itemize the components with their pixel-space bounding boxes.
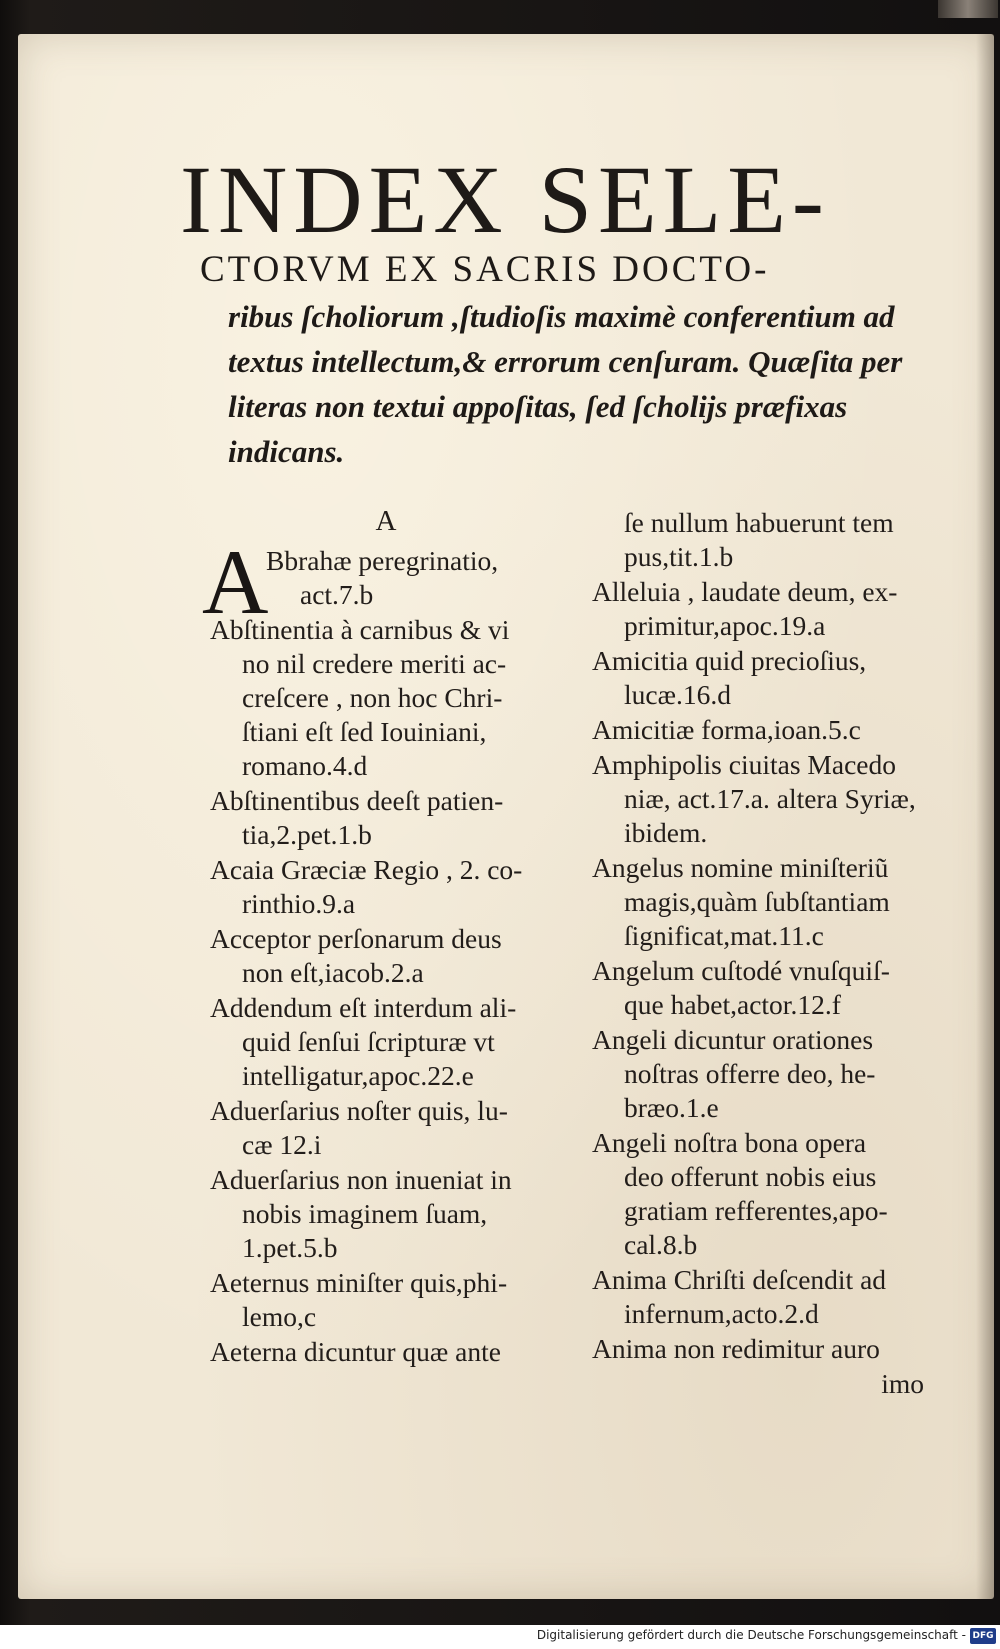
entry-line: Anima Chriſti deſcendit ad xyxy=(592,1264,887,1295)
catchword: imo xyxy=(881,1368,924,1399)
entry-line: Alleluia , laudate deum, ex- xyxy=(592,576,898,607)
index-entry xyxy=(210,1335,570,1369)
entry-line: Amicitiæ forma,ioan.5.c xyxy=(592,714,861,745)
entry-line: ſignificat,mat.11.c xyxy=(624,920,824,951)
index-column-right xyxy=(592,506,952,1401)
footer-bar xyxy=(0,1625,1000,1649)
entry-line: intelligatur,apoc.22.e xyxy=(242,1060,474,1091)
entry-line: Angeli dicuntur orationes xyxy=(592,1024,874,1055)
entry-line: tia,2.pet.1.b xyxy=(242,819,372,850)
entry-line: cal.8.b xyxy=(624,1229,698,1260)
entry-line: bræo.1.e xyxy=(624,1092,719,1123)
entry-line: pus,tit.1.b xyxy=(624,541,734,572)
index-entry xyxy=(210,922,570,990)
index-entry xyxy=(210,613,570,783)
entry-line: niæ, act.17.a. altera Syriæ, xyxy=(624,783,916,814)
index-entry xyxy=(592,644,952,712)
entry-line: cæ 12.i xyxy=(242,1129,322,1160)
entry-line: Angeli noſtra bona opera xyxy=(592,1127,867,1158)
dfg-logo-icon: DFG xyxy=(970,1628,996,1644)
entry-line: Aeternus miniſter quis,phi- xyxy=(210,1267,508,1298)
entry-line: Acceptor perſonarum deus xyxy=(210,923,502,954)
index-entry xyxy=(210,784,570,852)
entry-line: deo offerunt nobis eius xyxy=(624,1161,877,1192)
entry-line: ſtiani eſt ſed Iouiniani, xyxy=(242,716,487,747)
drop-cap: A xyxy=(202,531,269,633)
entry-line: magis,quàm ſubſtantiam xyxy=(624,886,890,917)
page-title: INDEX SELE- xyxy=(180,146,830,253)
entry-line: Abſtinentibus deeſt patien- xyxy=(210,785,504,816)
page-subtitle: CTORVM EX SACRIS DOCTO- xyxy=(200,249,770,290)
entry-line: Angelum cuſtodé vnuſquiſ- xyxy=(592,955,890,986)
index-entry xyxy=(210,1163,570,1265)
footer-credit: Digitalisierung gefördert durch die Deutsche Forschungsgemeinschaft - xyxy=(536,1628,966,1642)
index-entry xyxy=(592,506,952,574)
entry-line: nobis imaginem ſuam, xyxy=(242,1198,488,1229)
entry-line: lemo,c xyxy=(242,1301,317,1332)
entry-line: Anima non redimitur auro xyxy=(592,1333,880,1364)
index-entry xyxy=(592,1126,952,1262)
index-entry xyxy=(592,1332,952,1366)
entry-line: 1.pet.5.b xyxy=(242,1232,338,1263)
index-entry xyxy=(592,1023,952,1125)
entry-line: lucæ.16.d xyxy=(624,679,731,710)
entry-line: infernum,acto.2.d xyxy=(624,1298,819,1329)
index-entry xyxy=(592,575,952,643)
index-entry xyxy=(592,713,952,747)
entry-line: romano.4.d xyxy=(242,750,368,781)
index-entry xyxy=(592,954,952,1022)
entry-line: Addendum eſt interdum ali- xyxy=(210,992,517,1023)
section-letter: A xyxy=(375,505,397,537)
entry-line: Amphipolis ciuitas Macedo xyxy=(592,749,896,780)
entry-line: non eſt,iacob.2.a xyxy=(242,957,424,988)
entry-line: Acaia Græciæ Regio , 2. co- xyxy=(210,854,523,885)
entry-line: Aduerſarius noſter quis, lu- xyxy=(210,1095,508,1126)
entry-line: Abſtinentia à carnibus & vi xyxy=(210,614,510,645)
entry-line: Amicitia quid precioſius, xyxy=(592,645,867,676)
entry-line: primitur,apoc.19.a xyxy=(624,610,826,641)
index-column-left xyxy=(202,505,570,1370)
entry-line: creſcere , non hoc Chri- xyxy=(242,682,503,713)
entry-line: Aeterna dicuntur quæ ante xyxy=(210,1336,501,1367)
index-entry xyxy=(592,1263,952,1331)
entry-line: noſtras offerre deo, he- xyxy=(624,1058,876,1089)
index-entry xyxy=(210,991,570,1093)
entry-line: gratiam refferentes,apo- xyxy=(624,1195,888,1226)
entry-line: Aduerſarius non inueniat in xyxy=(210,1164,512,1195)
entry-line: ſe nullum habuerunt tem xyxy=(624,507,894,538)
entry-line: rinthio.9.a xyxy=(242,888,356,919)
entry-line: act.7.b xyxy=(300,579,374,610)
entry-line: Bbrahæ peregrinatio, xyxy=(266,545,499,576)
index-entry xyxy=(592,748,952,850)
title-description: ribus ſcholiorum ,ſtudioſis maximè conferentium ad textus intellectum,& errorum cenſuram. Quæſita per literas non textui appoſitas, ſed ſcholijs præfixas indicans. xyxy=(228,299,903,469)
book-clasp xyxy=(938,0,998,18)
index-entry xyxy=(592,851,952,953)
entry-line: que habet,actor.12.f xyxy=(624,989,841,1020)
right-entries xyxy=(592,506,952,1366)
index-entry xyxy=(210,1094,570,1162)
index-entry xyxy=(210,1266,570,1334)
left-entries xyxy=(202,531,570,1369)
entry-line: quid ſenſui ſcripturæ vt xyxy=(242,1026,495,1057)
entry-line: ibidem. xyxy=(624,817,708,848)
index-entry xyxy=(210,853,570,921)
entry-line: no nil credere meriti ac- xyxy=(242,648,507,679)
entry-line: Angelus nomine miniſteriũ xyxy=(592,852,889,883)
